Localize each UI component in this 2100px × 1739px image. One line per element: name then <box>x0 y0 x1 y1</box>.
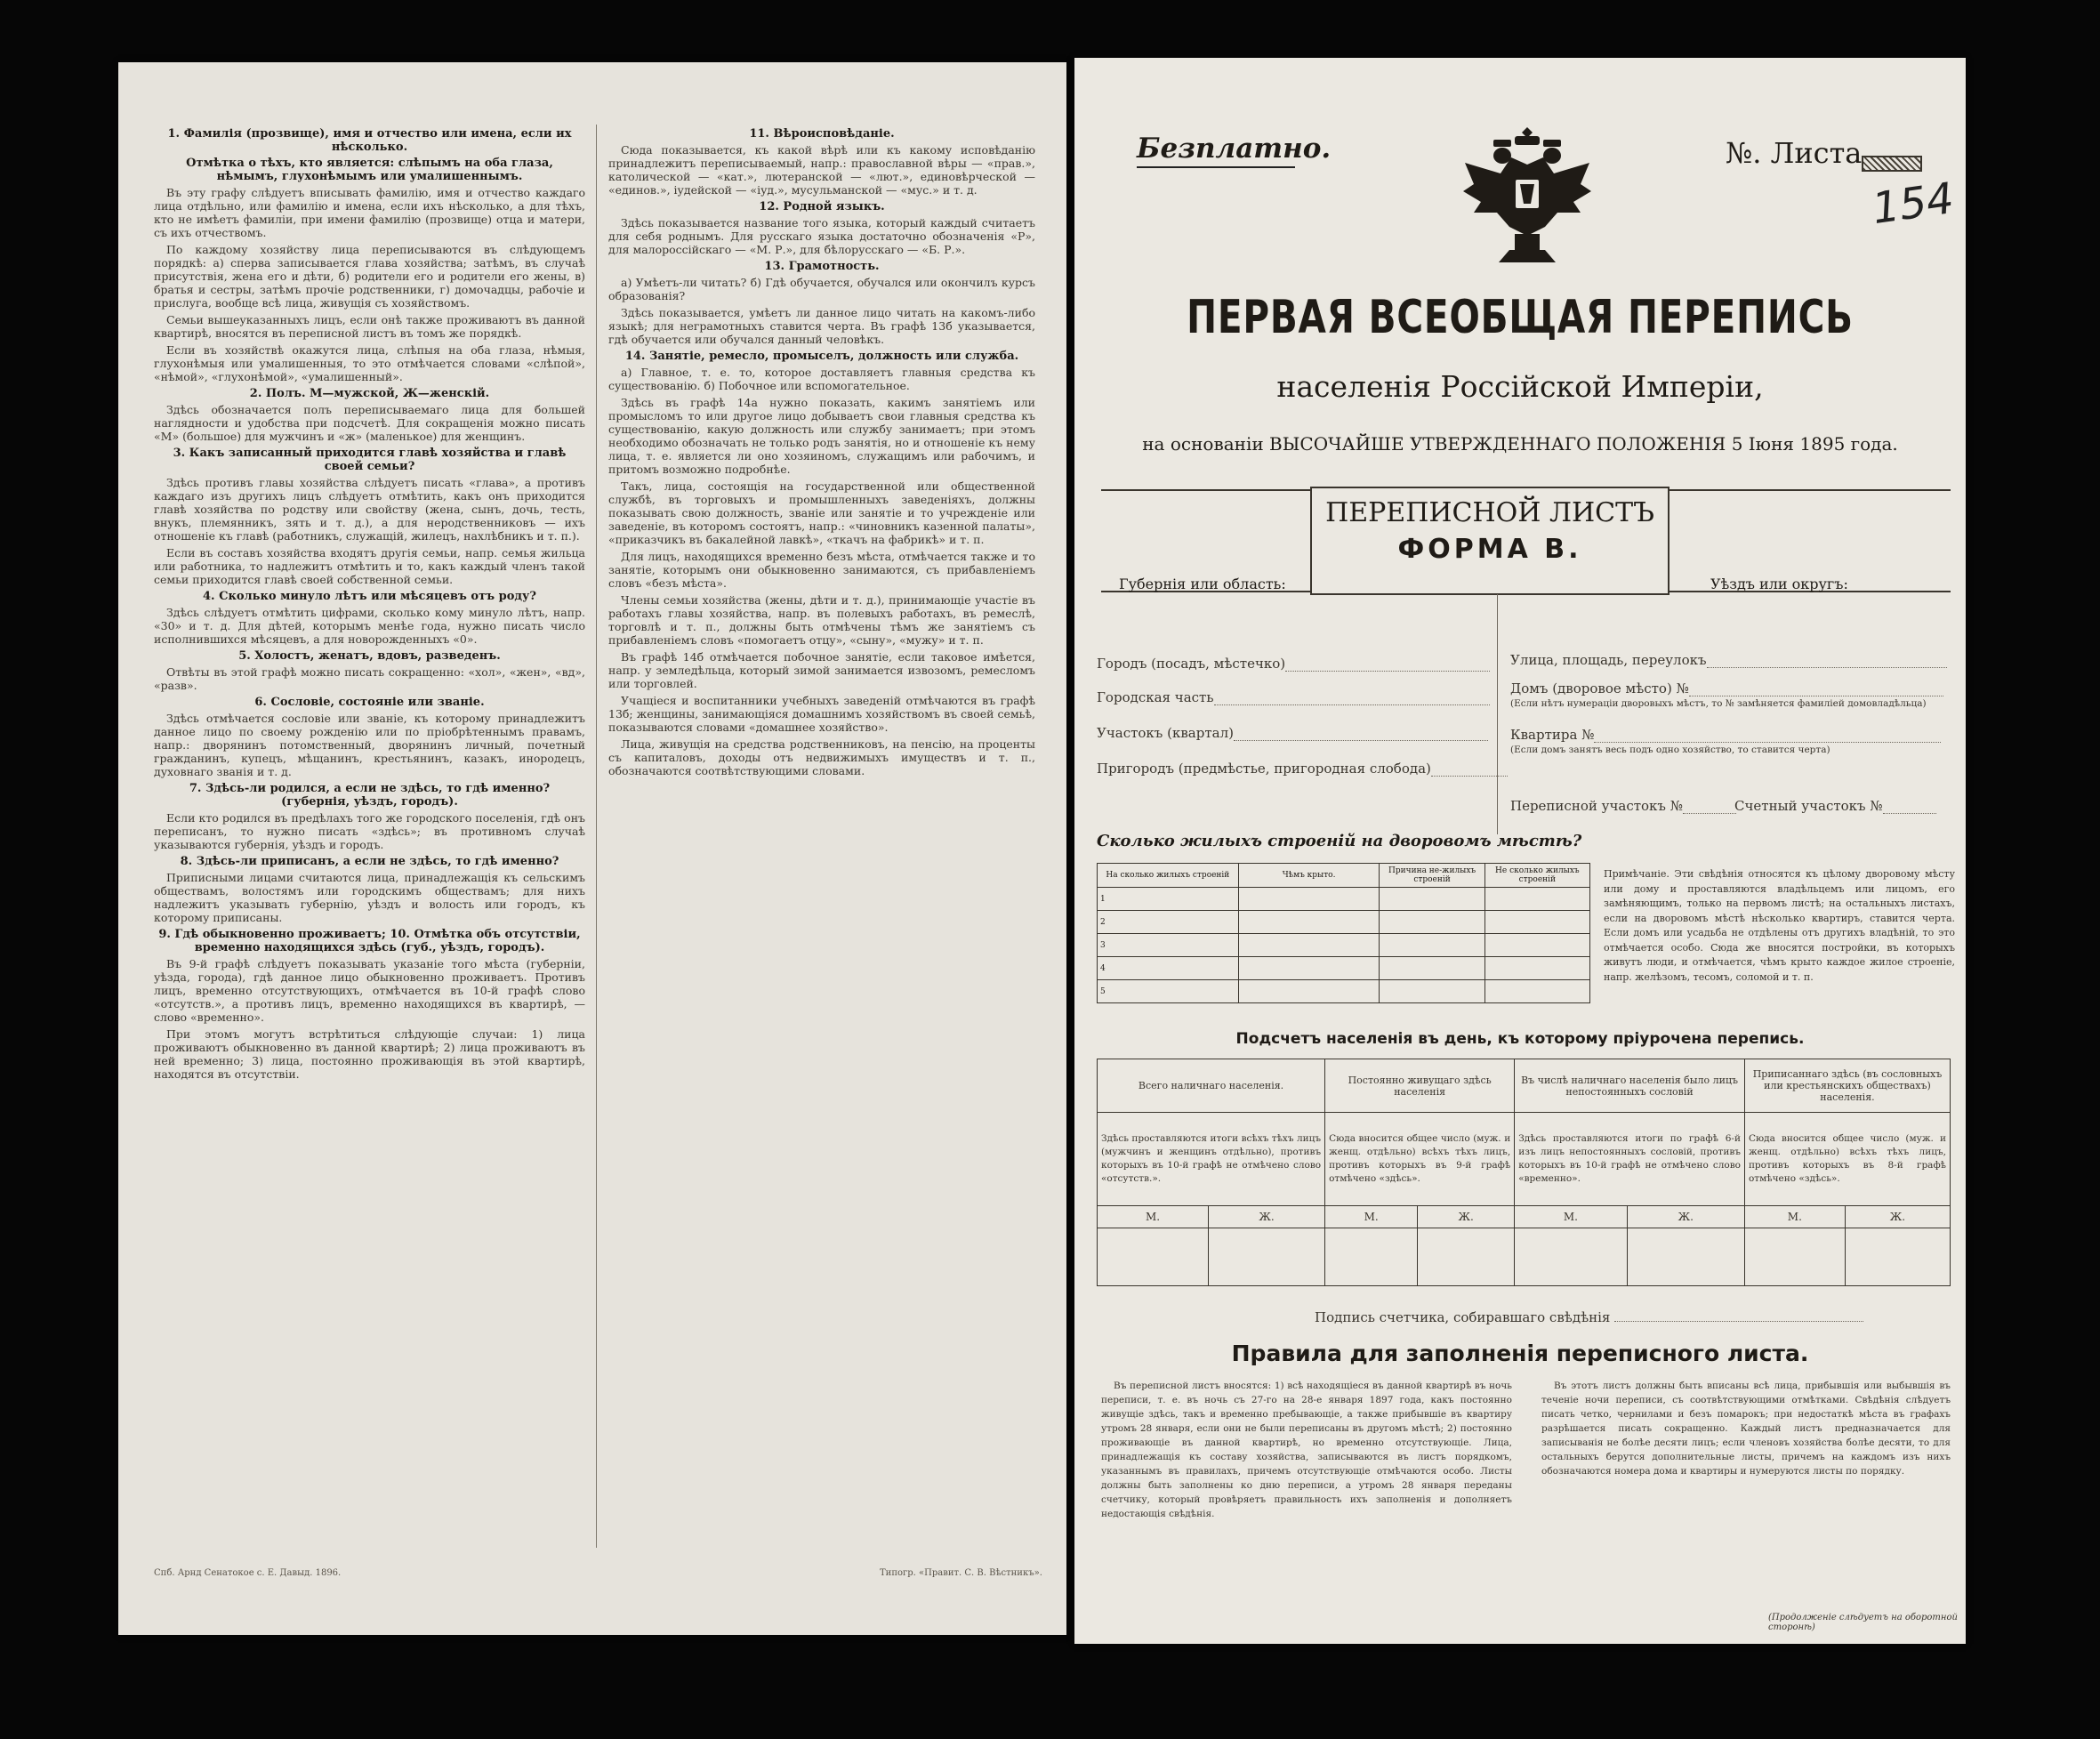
instruction-paragraph: Для лицъ, находящихся временно безъ мѣста, отмѣчается также и то занятіе, которымъ они обыкновенно занимаются, съ прибавленіемъ словъ «безъ мѣста». <box>608 550 1035 590</box>
buildings-question: Сколько жилыхъ строеній на дворовомъ мѣстѣ? <box>1097 832 1582 850</box>
buildings-entry-cell[interactable] <box>1380 934 1484 957</box>
address-field-label: Переписной участокъ № <box>1510 798 1683 814</box>
address-field-left[interactable] <box>1097 761 1508 777</box>
buildings-entry-cell[interactable] <box>1484 980 1589 1003</box>
column-divider <box>596 125 597 1548</box>
province-field-label: Губернія или область: <box>1119 576 1286 592</box>
address-field-line[interactable] <box>1594 742 1941 743</box>
instruction-paragraph: Здѣсь показывается название того языка, который каждый считаетъ для себя роднымъ. Для русскаго языка достаточно обозначенія «Р», для малороссійскаго — «М. Р.», для бѣлорусскаго — «Б. Р.». <box>608 216 1035 256</box>
pop-entry-cell[interactable] <box>1325 1228 1418 1286</box>
buildings-note: Примѣчаніе. Эти свѣдѣнія относятся къ цѣлому дворовому мѣсту или дому и проставляются владѣльцемъ или лицомъ, его замѣняющимъ, только на первомъ листѣ; на остальныхъ листахъ, если на дворовомъ мѣстѣ нѣсколько квартиръ, ставится черта. Если домъ или усадьба не отдѣлены отъ другихъ владѣній, то это отмѣчается особо. Сюда же вносятся постройки, въ которыхъ живутъ люди, и отмѣчается, чѣмъ крыто каждое жилое строеніе, напр. желѣзомъ, тесомъ, соломой и т. п. <box>1604 868 1955 983</box>
instruction-heading: 4. Сколько минуло лѣтъ или мѣсяцевъ отъ роду? <box>203 590 536 603</box>
pop-header-registered: Приписаннаго здѣсь (въ сословныхъ или крестьянскихъ обществахъ) населенія. <box>1744 1059 1950 1113</box>
buildings-row-number[interactable]: 4 <box>1098 957 1239 980</box>
enumerator-signature-line <box>1315 1309 1863 1325</box>
rules-paragraph: Въ переписной листъ вносятся: 1) всѣ находящіеся въ данной квартирѣ въ ночь переписи, т. е. въ ночь съ 27-го на 28-е января 1897 года, какъ постоянно живущіе здѣсь, такъ и временно пребывающіе, а также прибывшіе въ квартиру утромъ 28 января, если они не были переписаны въ другомъ мѣстѣ; 2) постоянно проживающіе въ данной квартирѣ, но временно отсутствующіе. Лица, принадлежащія къ составу хозяйства, записываются въ листъ порядкомъ, указаннымъ въ правилахъ, причемъ отсутствующіе отмѣчаются особо. Листы должны быть заполнены ко дню переписи, а утромъ 28 января переданы счетчику, который провѣряетъ правильность ихъ заполненія и дополняетъ недостающія свѣдѣнія. <box>1101 1381 1512 1519</box>
instruction-heading: 5. Холостъ, женатъ, вдовъ, разведенъ. <box>238 649 501 663</box>
instruction-heading: 6. Сословіе, состояніе или званіе. <box>254 696 485 709</box>
address-field-right[interactable] <box>1510 680 1943 696</box>
instruction-heading: 13. Грамотность. <box>764 260 880 273</box>
pop-header-present: Всего наличнаго населенія. <box>1098 1059 1325 1113</box>
address-field-right[interactable] <box>1734 798 1936 814</box>
instruction-paragraph: Здѣсь противъ главы хозяйства слѣдуетъ писать «глава», а противъ каждаго изъ другихъ лицъ слѣдуетъ отмѣтить, какъ онъ приходится главѣ хозяйства по родству или свойству (жена, сынъ, дочь, тесть, внукъ, племянникъ, зять и т. д.), а для неродственниковъ — ихъ отношеніе къ главѣ (работникъ, служащій, жилецъ, нахлѣбникъ и т. п.). <box>154 476 585 543</box>
instruction-paragraph: Здѣсь слѣдуетъ отмѣтить цифрами, сколько кому минуло лѣтъ, напр. «30» и т. д. Для дѣтей, которымъ менѣе года, нужно писать число исполнившихся мѣсяцевъ, а для новорожденныхъ «0». <box>154 606 585 646</box>
double-headed-eagle-emblem <box>1456 120 1598 267</box>
pop-entry-cell[interactable] <box>1627 1228 1744 1286</box>
address-divider <box>1497 594 1498 834</box>
buildings-row <box>1098 888 1590 911</box>
rules-continuation-note: (Продолженіе слѣдуетъ на оборотной сторонѣ) <box>1768 1613 1958 1632</box>
instruction-heading: 14. Занятіе, ремесло, промыселъ, должность или служба. <box>624 350 1019 363</box>
instruction-heading: 1. Фамилія (прозвище), имя и отчество или имена, если их нѣсколько. <box>167 127 572 154</box>
instruction-paragraph: Здѣсь отмѣчается сословіе или званіе, къ которому принадлежитъ данное лицо по своему рожденію или по пріобрѣтеннымъ правамъ, напр.: дворянинъ потомственный, дворянинъ личный, почетный гражданинъ, купецъ, мѣщанинъ, крестьянинъ, казакъ, инородецъ, духовнаго званія и т. д. <box>154 712 585 778</box>
address-field-label: Счетный участокъ № <box>1734 798 1883 814</box>
sex-male-label: М. <box>1098 1206 1209 1228</box>
pop-header-permanent: Постоянно живущаго здѣсь населенія <box>1325 1059 1515 1113</box>
address-field-label: Домъ (дворовое мѣсто) № <box>1510 680 1689 696</box>
address-field-line[interactable] <box>1683 813 1736 814</box>
address-field-line[interactable] <box>1234 740 1488 741</box>
rules-text-right <box>1541 1379 1951 1637</box>
instruction-paragraph: Если въ хозяйствѣ окажутся лица, слѣпыя на оба глаза, нѣмыя, глухонѣмыя или умалишенныя, то это отмѣчается словами «слѣпой», «нѣмой», «глухонѣмой», «умалишенный». <box>154 343 585 383</box>
address-field-line[interactable] <box>1431 776 1508 777</box>
buildings-entry-cell[interactable] <box>1238 888 1380 911</box>
free-label-underline <box>1137 166 1295 168</box>
instruction-heading: 8. Здѣсь-ли приписанъ, а если не здѣсь, то гдѣ именно? <box>180 855 559 868</box>
printer-imprint-right: Типогр. «Правит. С. В. Вѣстникъ». <box>880 1568 1042 1578</box>
rules-paragraph: Въ этотъ листъ должны быть вписаны всѣ лица, прибывшія или выбывшія въ теченіе ночи переписи, съ соотвѣтствующими отмѣтками. Свѣдѣнія слѣдуетъ писать четко, чернилами и безъ помарокъ; при недостаткѣ мѣста въ графахъ разрѣшается писать сокращенно. Каждый листъ предназначается для записыванія не болѣе десяти лицъ; если членовъ хозяйства болѣе десяти, то для остальныхъ берутся дополнительные листы, причемъ на каждомъ изъ нихъ обозначаются номера дома и квартиры и нумеруются листы по порядку. <box>1541 1381 1951 1477</box>
instruction-paragraph: Семьи вышеуказанныхъ лицъ, если онѣ также проживаютъ въ данной квартирѣ, вносятся въ переписной листъ въ томъ же порядкѣ. <box>154 313 585 340</box>
address-field-right[interactable] <box>1510 798 1736 814</box>
handwritten-sheet-number: 154 <box>1869 173 1958 235</box>
instruction-paragraph: Учащіеся и воспитанники учебныхъ заведеній отмѣчаются въ графѣ 13б; женщины, занимающіяся домашнимъ хозяйствомъ въ своей семьѣ, показываются словами «домашнее хозяйство». <box>608 694 1035 734</box>
address-field-label: Городъ (посадъ, мѣстечко) <box>1097 656 1286 672</box>
address-field-line[interactable] <box>1285 671 1490 672</box>
pop-desc-registered: Сюда вносится общее число (муж. и женщ. отдѣльно) всѣхъ тѣхъ лицъ, противъ которыхъ въ 8-й графѣ отмѣчено «здѣсь». <box>1744 1113 1950 1206</box>
district-field-label: Уѣздъ или округъ: <box>1710 576 1848 592</box>
address-field-left[interactable] <box>1097 725 1488 741</box>
sex-male-label: М. <box>1515 1206 1627 1228</box>
rules-text-left <box>1101 1379 1512 1637</box>
population-count-title: Подсчетъ населенія въ день, къ которому пріурочена перепись. <box>1235 1030 1805 1048</box>
buildings-header-count: На сколько жилыхъ строеній <box>1098 864 1239 888</box>
buildings-table-body <box>1098 888 1590 1003</box>
signature-field[interactable] <box>1614 1321 1863 1322</box>
instruction-heading: 3. Какъ записанный приходится главѣ хозяйства и главѣ своей семьи? <box>173 447 567 473</box>
sex-male-label: М. <box>1744 1206 1845 1228</box>
sex-female-label: Ж. <box>1209 1206 1325 1228</box>
sex-female-label: Ж. <box>1418 1206 1515 1228</box>
census-title: ПЕРВАЯ ВСЕОБЩАЯ ПЕРЕПИСЬ <box>1187 291 1854 344</box>
instruction-paragraph: По каждому хозяйству лица переписываются въ слѣдующемъ порядкѣ: а) сперва записывается глава хозяйства; затѣмъ, въ случаѣ присутствія, жена его и дѣти, б) родители его и родители его жены, в) братья и сестры, затѣмъ прочіе родственники, г) домочадцы, рабочіе и прислуга, вообще всѣ лица, живущія съ хозяйствомъ. <box>154 243 585 310</box>
form-name-label: ФОРМА В. <box>1397 534 1582 565</box>
pop-entry-cell[interactable] <box>1209 1228 1325 1286</box>
address-field-left[interactable] <box>1097 656 1490 672</box>
address-field-label: Городская часть <box>1097 689 1214 705</box>
buildings-header-roof: Чѣмъ крыто. <box>1238 864 1380 888</box>
instruction-paragraph: Въ графѣ 14б отмѣчается побочное занятіе, если таковое имѣется, напр. у земледѣльца, который зимой занимается извозомъ, ремесломъ или торговлей. <box>608 650 1035 690</box>
instruction-paragraph: Приписными лицами считаются лица, принадлежащія къ сельскимъ обществамъ, волостямъ или городскимъ обществамъ; для нихъ надлежитъ указывать губернію, уѣздъ и волость или городъ, къ которому приписаны. <box>154 871 585 924</box>
instructions-column-2 <box>608 125 1035 1548</box>
address-field-line[interactable] <box>1214 704 1490 705</box>
instruction-heading: 9. Гдѣ обыкновенно проживаетъ; 10. Отмѣтка объ отсутствіи, временно находящихся здѣсь (губ., уѣздъ, городъ). <box>158 928 581 954</box>
instruction-paragraph: а) Умѣетъ-ли читать? б) Гдѣ обучается, обучался или окончилъ курсъ образованія? <box>608 276 1035 302</box>
instruction-paragraph: Сюда показывается, къ какой вѣрѣ или къ какому исповѣданію принадлежитъ переписываемый, напр.: православной вѣры — «прав.», католической — «кат.», лютеранской — «лют.», единовѣрческой — «единов.», іудейской — «іуд.», мусульманской — «мус.» и т. д. <box>608 143 1035 197</box>
buildings-entry-cell[interactable] <box>1238 911 1380 934</box>
pop-entry-cell[interactable] <box>1098 1228 1209 1286</box>
pop-entry-cell[interactable] <box>1744 1228 1845 1286</box>
sex-female-label: Ж. <box>1845 1206 1950 1228</box>
instruction-heading: Отмѣтка о тѣхъ, кто является: слѣпымъ на оба глаза, нѣмымъ, глухонѣмымъ или умалишеннымъ. <box>186 157 553 183</box>
instruction-heading: 2. Полъ. М—мужской, Ж—женскій. <box>249 387 490 400</box>
pop-desc-present: Здѣсь проставляются итоги всѣхъ тѣхъ лицъ (мужчинъ и женщинъ отдѣльно), противъ которыхъ въ 10-й графѣ не отмѣчено слово «отсутств.». <box>1098 1113 1325 1206</box>
address-field-label: Пригородъ (предмѣстье, пригородная слобода) <box>1097 761 1431 777</box>
address-field-right[interactable] <box>1510 652 1947 668</box>
instruction-paragraph: Лица, живущія на средства родственниковъ, на пенсію, на проценты съ капиталовъ, доходы отъ недвижимыхъ имуществъ и т. п., обозначаются соотвѣтствующими словами. <box>608 737 1035 777</box>
rules-title: Правила для заполненія переписного листа. <box>1231 1340 1809 1366</box>
pop-header-nonpermanent: Въ числѣ наличнаго населенія было лицъ непостоянныхъ сословій <box>1515 1059 1745 1113</box>
buildings-entry-cell[interactable] <box>1238 957 1380 980</box>
address-field-label: Улица, площадь, переулокъ <box>1510 652 1707 668</box>
buildings-entry-cell[interactable] <box>1238 934 1380 957</box>
sheet-type-label: ПЕРЕПИСНОЙ ЛИСТЪ <box>1325 497 1654 528</box>
address-field-left[interactable] <box>1097 689 1490 705</box>
address-field-note <box>1510 745 1830 755</box>
address-field-right[interactable] <box>1510 727 1941 743</box>
buildings-row-number[interactable]: 3 <box>1098 934 1239 957</box>
address-field-label: Участокъ (квартал) <box>1097 725 1234 741</box>
form-type-box <box>1310 487 1670 595</box>
buildings-entry-cell[interactable] <box>1380 888 1484 911</box>
instruction-heading: 7. Здѣсь-ли родился, а если не здѣсь, то гдѣ именно? (губернія, уѣздъ, городъ). <box>189 782 551 809</box>
instruction-paragraph: Если кто родился въ предѣлахъ того же городского поселенія, гдѣ онъ переписанъ, то нужно писать «здѣсь»; въ противномъ случаѣ указываются губернія, уѣздъ и городъ. <box>154 811 585 851</box>
instruction-paragraph: Такъ, лица, состоящія на государственной или общественной службѣ, въ торговыхъ и промышленныхъ заведеніяхъ, должны показывать свою должность, званіе или занятіе и то учрежденіе или заведеніе, въ которомъ состоятъ, напр.: «чиновникъ казенной палаты», «приказчикъ въ бакалейной лавкѣ», «ткачъ на фабрикѣ» и т. п. <box>608 479 1035 546</box>
sex-male-label: М. <box>1325 1206 1418 1228</box>
instruction-paragraph: При этомъ могутъ встрѣтиться слѣдующіе случаи: 1) лица проживаютъ обыкновенно въ данной квартирѣ; 2) лица проживаютъ въ ней временно; 3) лица, постоянно проживающія въ этой квартирѣ, находятся въ отсутствіи. <box>154 1027 585 1081</box>
buildings-header-nonresidential: Причина не-жилыхъ строеній <box>1380 864 1484 888</box>
free-label: Безплатно. <box>1137 133 1332 165</box>
instruction-heading: 12. Родной языкъ. <box>759 200 885 213</box>
buildings-row <box>1098 980 1590 1003</box>
buildings-entry-cell[interactable] <box>1484 934 1589 957</box>
instruction-heading: 11. Вѣроисповѣданіе. <box>749 127 895 141</box>
buildings-table <box>1097 863 1590 1003</box>
buildings-entry-cell[interactable] <box>1484 911 1589 934</box>
address-field-line[interactable] <box>1707 667 1947 668</box>
signature-label: Подпись счетчика, собиравшаго свѣдѣнія <box>1315 1309 1611 1325</box>
buildings-row-number[interactable]: 1 <box>1098 888 1239 911</box>
buildings-row <box>1098 934 1590 957</box>
instructions-column-1 <box>154 125 585 1548</box>
address-field-label: (Если нѣтъ нумераціи дворовыхъ мѣстъ, то № замѣняется фамиліей домовладѣльца) <box>1510 698 1927 709</box>
instruction-paragraph: Если въ составъ хозяйства входятъ другія семьи, напр. семья жильца или работника, то надлежитъ отмѣтить и то, какъ каждый членъ такой семьи приходится главѣ своей собственной семьи. <box>154 546 585 586</box>
buildings-entry-cell[interactable] <box>1380 980 1484 1003</box>
sheet-number-label: №. Листа <box>1726 136 1863 170</box>
instruction-paragraph: Члены семьи хозяйства (жены, дѣти и т. д.), принимающіе участіе въ работахъ главы хозяйства, напр. въ полевыхъ работахъ, въ ремеслѣ, торговлѣ и т. п., должны быть отмѣчены тѣмъ же занятіемъ съ прибавленіемъ словъ «помогаетъ отцу», «сыну», «мужу» и т. п. <box>608 593 1035 647</box>
buildings-entry-cell[interactable] <box>1484 888 1589 911</box>
buildings-entry-cell[interactable] <box>1238 980 1380 1003</box>
buildings-entry-cell[interactable] <box>1380 957 1484 980</box>
instruction-paragraph: Отвѣты въ этой графѣ можно писать сокращенно: «хол», «жен», «вд», «разв». <box>154 665 585 692</box>
sheet-number-box[interactable] <box>1862 156 1922 172</box>
pop-entry-cell[interactable] <box>1418 1228 1515 1286</box>
instruction-paragraph: Здѣсь показывается, умѣетъ ли данное лицо читать на какомъ-либо языкѣ; для неграмотныхъ ставится черта. Въ графѣ 13б указывается, гдѣ обучается или обучался данный человѣкъ. <box>608 306 1035 346</box>
printer-imprint-left: Спб. Арнд Сенатокое с. Е. Давыд. 1896. <box>154 1568 342 1578</box>
buildings-entry-cell[interactable] <box>1380 911 1484 934</box>
sex-female-label: Ж. <box>1627 1206 1744 1228</box>
census-subtitle: населенія Россійской Имперіи, <box>1276 369 1764 404</box>
instruction-paragraph: Здѣсь въ графѣ 14а нужно показать, какимъ занятіемъ или промысломъ то или другое лицо добываетъ свои главныя средства къ существованію, какую должность или службу занимаетъ; при этомъ необходимо обозначать не только родъ занятія, но и отношеніе къ нему лица, т. е. является ли оно хозяиномъ, служащимъ или рабочимъ, и притомъ возможно подробнѣе. <box>608 396 1035 476</box>
legal-basis-line: на основаніи ВЫСОЧАЙШЕ УТВЕРЖДЕННАГО ПОЛОЖЕНІЯ 5 Іюня 1895 года. <box>1142 433 1898 455</box>
buildings-row <box>1098 957 1590 980</box>
instruction-paragraph: Здѣсь обозначается полъ переписываемаго лица для большей наглядности и удобства при подсчетѣ. Для сокращенія можно писать «М» (большое) для мужчинъ и «ж» (маленькое) для женщинъ. <box>154 403 585 443</box>
address-field-label: Квартира № <box>1510 727 1595 743</box>
address-field-line[interactable] <box>1883 813 1936 814</box>
pop-entry-cell[interactable] <box>1845 1228 1950 1286</box>
buildings-row-number[interactable]: 5 <box>1098 980 1239 1003</box>
right-page <box>1074 58 1966 1644</box>
left-page <box>118 62 1066 1635</box>
population-table <box>1097 1059 1951 1286</box>
instruction-paragraph: Въ эту графу слѣдуетъ вписывать фамилію, имя и отчество каждаго лица отдѣльно, или фамилію и имена, если ихъ нѣсколько, а для тѣхъ, кто не имѣетъ фамиліи, при имени фамилію (прозвище) отца и матери, съ ихъ отчествомъ. <box>154 186 585 239</box>
address-field-label: (Если домъ занятъ весь подъ одно хозяйство, то ставится черта) <box>1510 745 1830 755</box>
pop-entry-cell[interactable] <box>1515 1228 1627 1286</box>
instruction-paragraph: Въ 9-й графѣ слѣдуетъ показывать указаніе того мѣста (губерніи, уѣзда, города), гдѣ данное лицо обыкновенно проживаетъ. Противъ лицъ, временно отсутствующихъ, отмѣчается въ 10-й графѣ слово «отсутств.», а противъ лицъ, временно находящихся въ квартирѣ, — слово «временно». <box>154 957 585 1024</box>
buildings-header-other: Не сколько жилыхъ строеній <box>1484 864 1589 888</box>
pop-desc-permanent: Сюда вносится общее число (муж. и женщ. отдѣльно) всѣхъ тѣхъ лицъ, противъ которыхъ въ 9-й графѣ отмѣчено «здѣсь». <box>1325 1113 1515 1206</box>
pop-desc-nonpermanent: Здѣсь проставляются итоги по графѣ 6-й изъ лицъ непостоянныхъ сословій, противъ которыхъ въ 10-й графѣ не отмѣчено слово «временно». <box>1515 1113 1745 1206</box>
address-field-note <box>1510 698 1927 709</box>
buildings-row <box>1098 911 1590 934</box>
instruction-paragraph: а) Главное, т. е. то, которое доставляетъ главныя средства къ существованію. б) Побочное или вспомогательное. <box>608 366 1035 392</box>
buildings-entry-cell[interactable] <box>1484 957 1589 980</box>
buildings-row-number[interactable]: 2 <box>1098 911 1239 934</box>
